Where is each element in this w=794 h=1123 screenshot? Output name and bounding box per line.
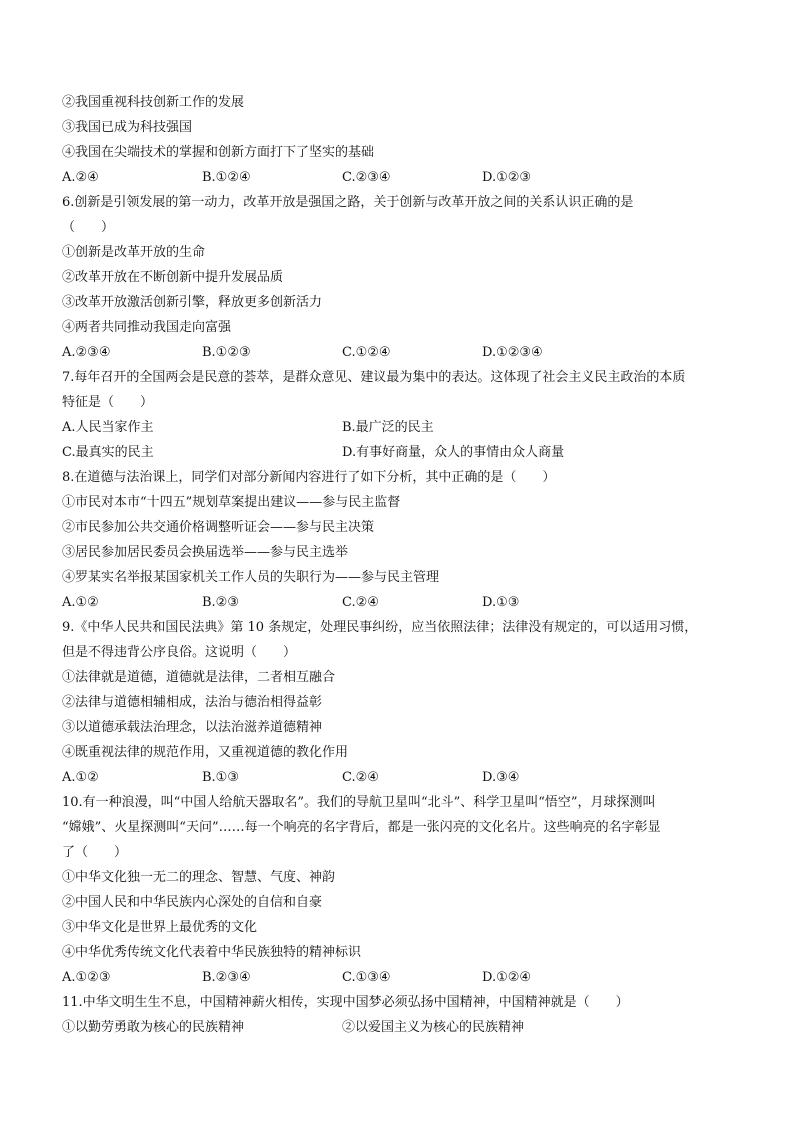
answer-option: C.②④ xyxy=(342,595,379,610)
question-stem: “嫦娥”、火星探测叫“天问”……每一个响亮的名字背后，都是一张闪亮的文化名片。这些响亮的名字彰显 xyxy=(62,820,661,835)
statement-item: ①中华文化独一无二的理念、智慧、气度、神韵 xyxy=(62,870,336,885)
answer-option: B.①②④ xyxy=(202,170,251,185)
statement-item: ②我国重视科技创新工作的发展 xyxy=(62,95,245,110)
answer-option: B.最广泛的民主 xyxy=(342,420,434,435)
statement-item: ④两者共同推动我国走向富强 xyxy=(62,320,232,335)
statement-item: ②法律与道德相辅相成，法治与德治相得益彰 xyxy=(62,695,323,710)
answer-option: ②以爱国主义为核心的民族精神 xyxy=(342,1020,525,1035)
answer-option: C.最真实的民主 xyxy=(62,445,154,460)
question-content xyxy=(62,90,742,1040)
options-row xyxy=(62,440,742,465)
options-row xyxy=(62,965,742,990)
statement-item: ④中华优秀传统文化代表着中华民族独特的精神标识 xyxy=(62,945,362,960)
answer-option: C.①③④ xyxy=(342,970,391,985)
answer-option: B.①③ xyxy=(202,770,239,785)
statement-item: ①市民对本市“十四五”规划草案提出建议——参与民主监督 xyxy=(62,495,401,510)
answer-option: C.②③④ xyxy=(342,170,391,185)
options-row xyxy=(62,765,742,790)
answer-option: A.①②③ xyxy=(62,970,111,985)
options-row xyxy=(62,340,742,365)
statement-item: ②改革开放在不断创新中提升发展品质 xyxy=(62,270,284,285)
options-row xyxy=(62,590,742,615)
options-row xyxy=(62,415,742,440)
statement-item: ③改革开放激活创新引擎，释放更多创新活力 xyxy=(62,295,323,310)
statement-row xyxy=(62,1015,742,1040)
statement-item: ③中华文化是世界上最优秀的文化 xyxy=(62,920,258,935)
question-stem: 6.创新是引领发展的第一动力，改革开放是强国之路，关于创新与改革开放之间的关系认识正确的是 xyxy=(62,195,634,210)
question-stem: 9.《中华人民共和国民法典》第 10 条规定，处理民事纠纷，应当依照法律；法律没有规定的，可以适用习惯， xyxy=(62,620,698,635)
options-row xyxy=(62,165,742,190)
answer-option: A.②③④ xyxy=(62,345,111,360)
statement-item: ②市民参加公共交通价格调整听证会——参与民主决策 xyxy=(62,520,375,535)
question-stem: 但是不得违背公序良俗。这说明（ ） xyxy=(62,645,297,660)
answer-option: C.②④ xyxy=(342,770,379,785)
answer-option: D.①②③ xyxy=(482,170,532,185)
answer-option: A.①② xyxy=(62,595,99,610)
statement-item: ①创新是改革开放的生命 xyxy=(62,245,206,260)
answer-option: C.①②④ xyxy=(342,345,391,360)
answer-option: A.②④ xyxy=(62,170,99,185)
answer-option: D.③④ xyxy=(482,770,520,785)
statement-item: ④罗某实名举报某国家机关工作人员的失职行为——参与民主管理 xyxy=(62,570,440,585)
question-stem: 10.有一种浪漫，叫“中国人给航天器取名”。我们的导航卫星叫“北斗”、科学卫星叫“悟空”，月球探测叫 xyxy=(62,795,656,810)
answer-option: D.①③ xyxy=(482,595,520,610)
question-stem: 特征是（ ） xyxy=(62,395,154,410)
statement-item: ④我国在尖端技术的掌握和创新方面打下了坚实的基础 xyxy=(62,145,375,160)
answer-option: A.人民当家作主 xyxy=(62,420,154,435)
statement-item: ③居民参加居民委员会换届选举——参与民主选举 xyxy=(62,545,349,560)
statement-item: ④既重视法律的规范作用，又重视道德的教化作用 xyxy=(62,745,349,760)
answer-option: D.①②③④ xyxy=(482,345,543,360)
statement-item: ②中国人民和中华民族内心深处的自信和自豪 xyxy=(62,895,323,910)
statement-item: ③以道德承载法治理念，以法治滋养道德精神 xyxy=(62,720,323,735)
question-stem: 7.每年召开的全国两会是民意的荟萃，是群众意见、建议最为集中的表达。这体现了社会主义民主政治的本质 xyxy=(62,370,686,385)
answer-option: B.①②③ xyxy=(202,345,251,360)
answer-option: B.②③ xyxy=(202,595,239,610)
statement-item: ①法律就是道德，道德就是法律，二者相互融合 xyxy=(62,670,336,685)
answer-option: ①以勤劳勇敢为核心的民族精神 xyxy=(62,1020,245,1035)
answer-option: A.①② xyxy=(62,770,99,785)
question-stem: 11.中华文明生生不息，中国精神薪火相传，实现中国梦必须弘扬中国精神，中国精神就是（ ） xyxy=(62,995,629,1010)
question-stem: （ ） xyxy=(62,220,115,235)
question-stem: 8.在道德与法治课上，同学们对部分新闻内容进行了如下分析，其中正确的是（ ） xyxy=(62,470,556,485)
question-stem: 了（ ） xyxy=(62,845,128,860)
answer-option: D.有事好商量，众人的事情由众人商量 xyxy=(342,445,565,460)
statement-item: ③我国已成为科技强国 xyxy=(62,120,193,135)
answer-option: B.②③④ xyxy=(202,970,251,985)
answer-option: D.①②④ xyxy=(482,970,532,985)
